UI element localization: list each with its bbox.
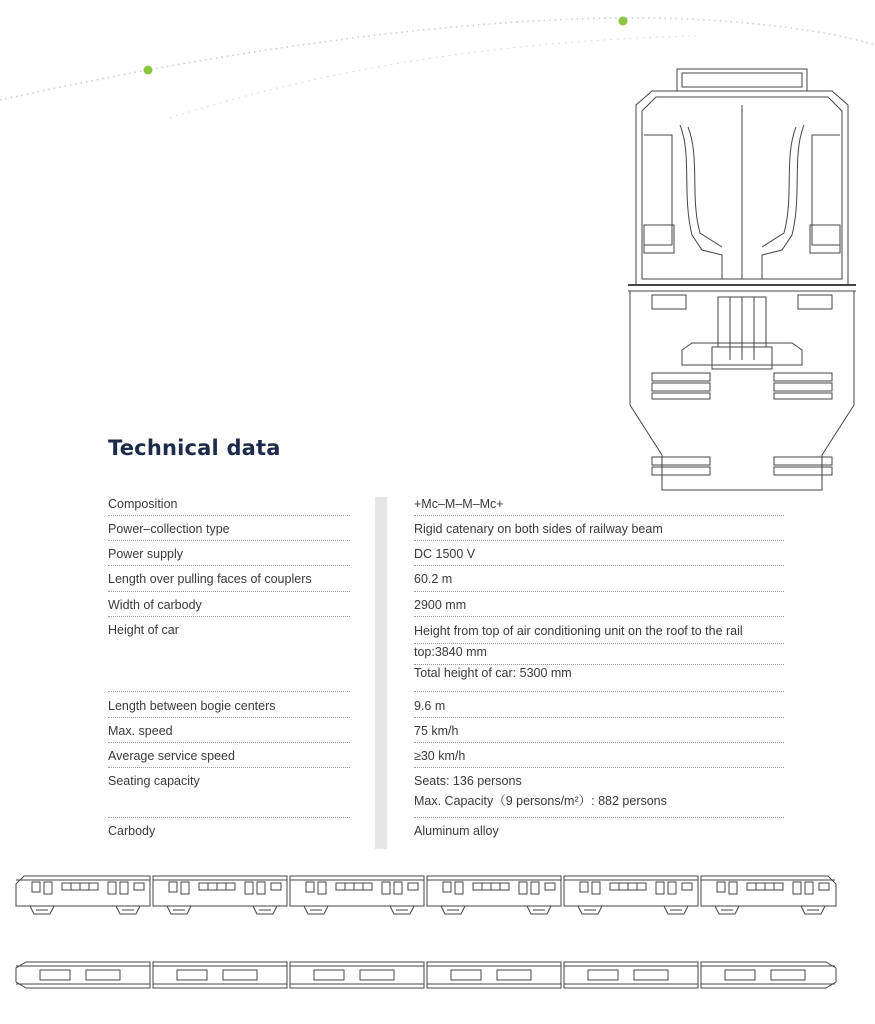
spec-label: Average service speed bbox=[108, 749, 235, 763]
row-separator bbox=[414, 767, 784, 768]
train-top-view-drawing bbox=[8, 958, 850, 994]
spec-label: Seating capacity bbox=[108, 774, 200, 788]
row-separator bbox=[108, 717, 350, 718]
spec-label: Carbody bbox=[108, 824, 156, 838]
spec-value: Height from top of air conditioning unit on the roof to the rail bbox=[414, 624, 743, 638]
spec-label: Height of car bbox=[108, 623, 179, 637]
train-car bbox=[153, 876, 287, 914]
row-separator bbox=[108, 515, 350, 516]
spec-value: 9.6 m bbox=[414, 699, 446, 713]
green-dot-left bbox=[144, 66, 153, 75]
row-separator bbox=[414, 616, 784, 617]
spec-label: Length between bogie centers bbox=[108, 699, 276, 713]
spec-label: Composition bbox=[108, 497, 178, 511]
spec-label: Power supply bbox=[108, 547, 184, 561]
row-separator bbox=[414, 540, 784, 541]
train-car bbox=[290, 876, 424, 914]
spec-value-line2: top:3840 mm bbox=[414, 645, 487, 659]
train-car bbox=[701, 876, 836, 914]
train-side-view-drawing bbox=[8, 862, 850, 924]
row-separator bbox=[108, 540, 350, 541]
spec-label: Power–collection type bbox=[108, 522, 230, 536]
spec-value: 75 km/h bbox=[414, 724, 459, 738]
row-separator bbox=[108, 616, 350, 617]
spec-label: Width of carbody bbox=[108, 598, 202, 612]
train-car bbox=[16, 876, 150, 914]
train-car-top bbox=[427, 962, 561, 988]
row-separator bbox=[414, 742, 784, 743]
row-separator bbox=[414, 591, 784, 592]
row-separator bbox=[414, 565, 784, 566]
spec-value-line2: Max. Capacity（9 persons/m²）: 882 persons bbox=[414, 794, 667, 808]
spec-value: Rigid catenary on both sides of railway beam bbox=[414, 522, 663, 536]
train-car-top bbox=[701, 962, 836, 988]
spec-value: DC 1500 V bbox=[414, 547, 476, 561]
spec-value: ≥30 km/h bbox=[414, 749, 466, 763]
row-separator bbox=[414, 515, 784, 516]
spec-value: Seats: 136 persons bbox=[414, 774, 522, 788]
row-separator bbox=[108, 767, 350, 768]
spec-label: Max. speed bbox=[108, 724, 173, 738]
column-divider bbox=[375, 497, 387, 849]
spec-label: Length over pulling faces of couplers bbox=[108, 572, 312, 586]
row-separator bbox=[108, 691, 350, 692]
spec-value: +Mc–M–M–Mc+ bbox=[414, 497, 504, 511]
row-separator bbox=[414, 817, 784, 818]
train-cross-section-drawing bbox=[622, 65, 862, 493]
row-separator bbox=[108, 817, 350, 818]
train-car bbox=[564, 876, 698, 914]
train-car-top bbox=[16, 962, 150, 988]
spec-value: Aluminum alloy bbox=[414, 824, 499, 838]
section-title: Technical data bbox=[108, 436, 281, 460]
train-car bbox=[427, 876, 561, 914]
row-separator bbox=[108, 591, 350, 592]
spec-value: 60.2 m bbox=[414, 572, 453, 586]
spec-value: 2900 mm bbox=[414, 598, 467, 612]
row-separator bbox=[414, 691, 784, 692]
row-separator bbox=[108, 565, 350, 566]
spec-value-line3: Total height of car: 5300 mm bbox=[414, 666, 572, 680]
train-car-top bbox=[153, 962, 287, 988]
green-dot-right bbox=[619, 17, 628, 26]
row-separator bbox=[414, 717, 784, 718]
train-car-top bbox=[290, 962, 424, 988]
train-car-top bbox=[564, 962, 698, 988]
row-separator bbox=[108, 742, 350, 743]
